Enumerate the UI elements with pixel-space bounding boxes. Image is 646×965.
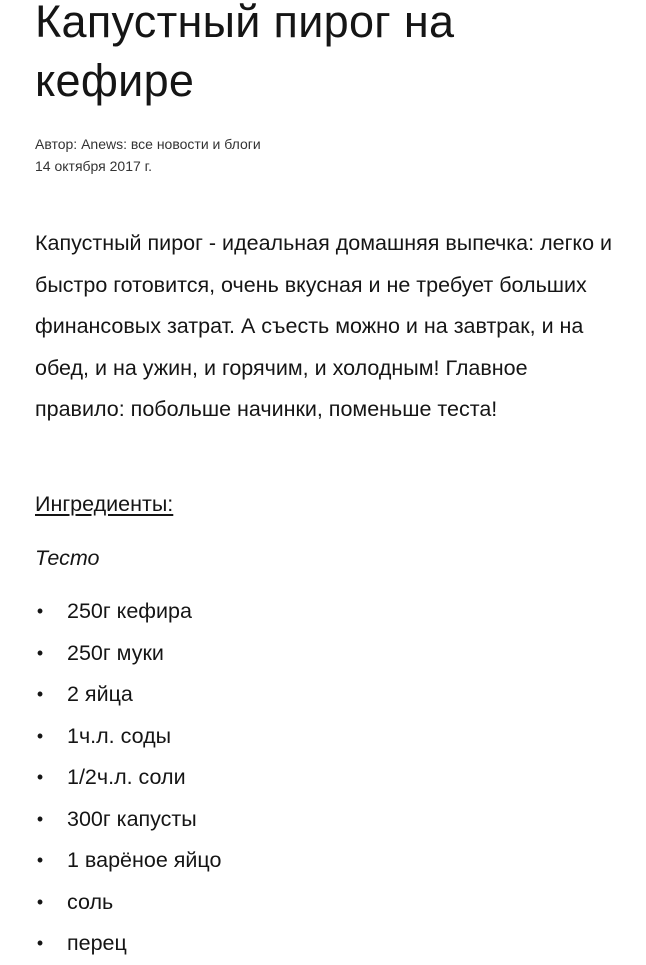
article-meta [35,133,261,177]
bullet-icon: • [36,725,44,746]
list-item [35,716,221,758]
article [35,0,625,955]
ingredient-text: соль [67,889,114,914]
ingredient-text: 1 варёное яйцо [67,848,222,872]
list-item [35,757,221,799]
list-item [35,840,221,882]
dough-subheading: Тесто [35,546,100,570]
article-title: Капустный пирог на кефире [35,0,455,106]
bullet-icon: • [36,767,44,787]
bullet-icon: • [36,684,44,704]
bullet-icon: • [36,642,44,663]
list-item [35,674,221,716]
ingredient-text: перец [67,931,127,955]
ingredient-text: 1ч.л. соды [67,723,172,748]
ingredient-text: 250г кефира [67,599,192,623]
ingredients-heading: Ингредиенты: [35,492,174,516]
ingredient-list [35,591,221,965]
ingredient-text: 2 яйца [67,682,133,706]
ingredient-text: 300г капусты [67,806,197,831]
list-item [35,923,221,965]
bullet-icon: • [36,808,44,829]
list-item [35,591,221,633]
bullet-icon: • [36,601,44,621]
bullet-icon: • [36,891,44,912]
list-item [35,882,221,924]
bullet-icon: • [36,850,44,870]
author-line: Автор: Anews: все новости и блоги [35,136,261,152]
list-item [35,633,221,675]
publish-date: 14 октября 2017 г. [35,158,152,174]
list-item [35,799,221,841]
ingredient-text: 250г муки [67,640,164,665]
intro-paragraph: Капустный пирог - идеальная домашняя выпечка: легко и быстро готовится, очень вкусная и не требует больших финансовых затрат. А съесть можно и на завтрак, и на обед, и на ужин, и горячим, и холодным! Главное правило: побольше начинки, поменьше теста! [35,231,613,421]
ingredient-text: 1/2ч.л. соли [67,765,186,789]
bullet-icon: • [36,933,44,953]
